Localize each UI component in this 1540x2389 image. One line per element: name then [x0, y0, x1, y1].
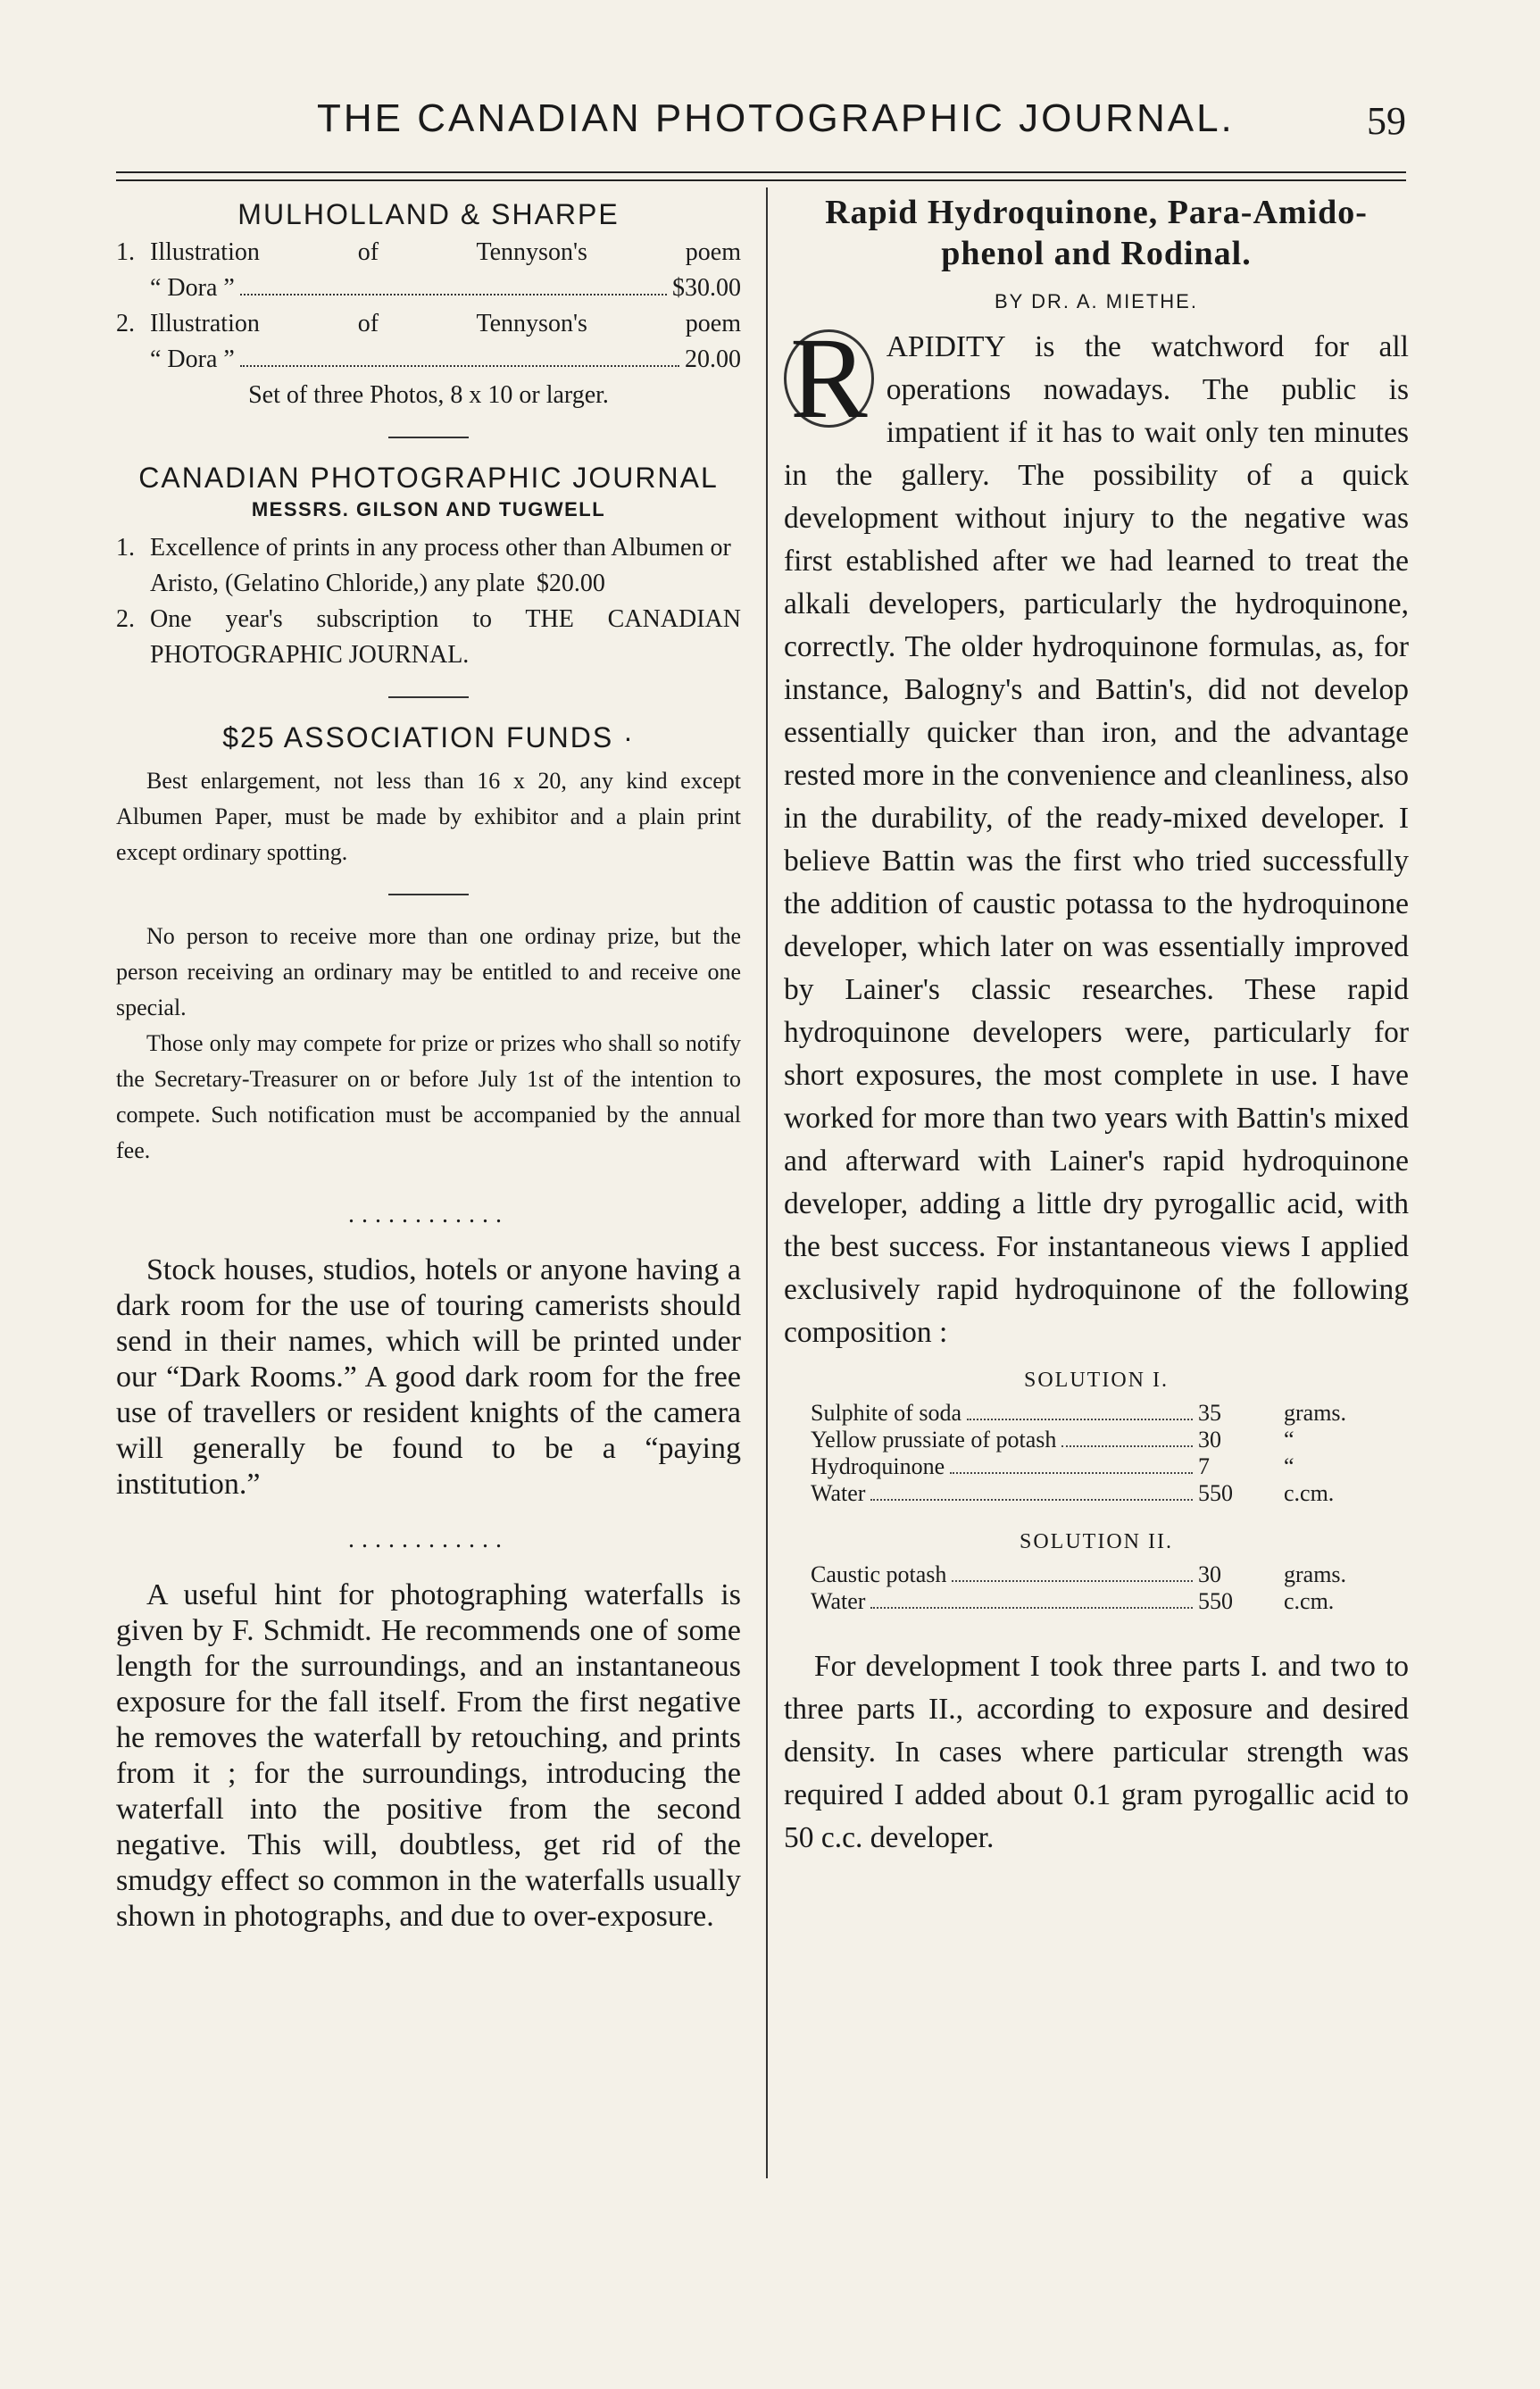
ingredient-row: [811, 1588, 1382, 1615]
section-rule: [388, 894, 469, 895]
solution-2-list: [811, 1561, 1382, 1615]
prize-number: 1.: [116, 238, 135, 266]
ingredient-unit: grams.: [1284, 1561, 1347, 1587]
prize-amount: $20.00: [536, 570, 605, 597]
journal-prize-list: [116, 530, 741, 673]
column-divider: [766, 187, 768, 2178]
article-paragraph-1: APIDITY is the watchword for all operations nowadays. The public is impatient if it has to wait only ten minutes in the gallery. The possibility of a quick development without injury to the negative was first established after we had learned to treat the alkali developers, particularly the hydroquinone, correctly. The older hydroquinone formulas, as, for instance, Balogny's and Battin's, did not develop essentially quicker than iron, and the advantage rested more in the convenience and cleanliness, also in the durability, of the ready-mixed developer. I believe Battin was the first who tried successfully the addition of caustic potassa to the hydroquinone developer, which later on was essentially improved by Lainer's classic researches. These rapid hydroquinone developers were, particularly for short exposures, the most complete in use. I have worked for more than two years with Battin's mixed and afterward with Lainer's rapid hydroquinone developer, adding a little dry pyrogallic acid, with the best success. For instantaneous views I applied exclusively rapid hydroquinone of the following composition :: [784, 330, 1409, 1349]
article-byline: BY DR. A. MIETHE.: [995, 290, 1198, 312]
ingredient-unit: c.cm.: [1284, 1480, 1335, 1506]
article-title-line-1: Rapid Hydroquinone, Para-Amido-: [825, 194, 1368, 231]
prize-amount: $30.00: [672, 274, 741, 302]
association-prize-text: Best enlargement, not less than 16 x 20, any kind except Albumen Paper, must be made by exhibitor and a plain print except ordinary spotting.: [116, 768, 741, 865]
article-title-line-2: phenol and Rodinal.: [941, 235, 1252, 272]
right-column: [784, 192, 1409, 1860]
mulholland-note: Set of three Photos, 8 x 10 or larger.: [248, 381, 609, 409]
dot-leader: [950, 1472, 1193, 1474]
ingredient-quantity: 35: [1198, 1400, 1221, 1426]
journal-title: THE CANADIAN PHOTOGRAPHIC JOURNAL.: [317, 96, 1235, 140]
dot-leader: [870, 1499, 1193, 1501]
prize-item: [116, 235, 741, 306]
dot-separator: ............: [348, 1526, 509, 1553]
prize-description: Excellence of prints in any process other than Albumen or Aristo, (Gelatino Chloride,) any plate: [150, 534, 731, 597]
prize-subject: “ Dora ”: [150, 345, 235, 373]
ingredient-row: [811, 1427, 1382, 1453]
prize-number: 2.: [116, 605, 135, 633]
ingredient-name: Caustic potash: [811, 1561, 947, 1587]
mulholland-prize-list: [116, 235, 741, 378]
ingredient-row: [811, 1561, 1382, 1588]
ingredient-name: Water: [811, 1588, 866, 1614]
article-title: [784, 192, 1409, 274]
prize-amount-row: [150, 271, 741, 306]
left-column: [116, 198, 741, 1935]
ingredient-quantity: 30: [1198, 1427, 1221, 1453]
waterfalls-paragraph: A useful hint for photographing waterfalls is given by F. Schmidt. He recommends one of some length for the surroundings, and an instantaneous exposure for the fall itself. From the first negative he removes the waterfall by retouching, and prints from it ; for the surroundings, introducing the waterfall into the positive from the second negative. This will, doubtless, get rid of the smudgy effect so common in the waterfalls usually shown in photographs, and due to over-exposure.: [116, 1578, 741, 1933]
drop-cap-letter: R: [784, 329, 874, 428]
journal-prize-donors: MESSRS. GILSON AND TUGWELL: [251, 498, 606, 520]
dot-leader: [1061, 1445, 1193, 1447]
dot-leader: [240, 365, 679, 367]
ingredient-quantity: 30: [1198, 1561, 1221, 1587]
solution-2-heading: SOLUTION II.: [1020, 1530, 1173, 1553]
ingredient-row: [811, 1400, 1382, 1427]
dot-leader: [870, 1607, 1193, 1609]
prize-amount-row: [150, 342, 741, 378]
ingredient-unit: c.cm.: [1284, 1588, 1335, 1614]
article-body: [784, 314, 1409, 1354]
section-rule: [388, 437, 469, 438]
ingredient-quantity: 550: [1198, 1480, 1233, 1506]
page-number: 59: [1367, 99, 1406, 143]
section-rule: [388, 696, 469, 698]
prize-amount: 20.00: [685, 345, 741, 373]
journal-prize-heading: CANADIAN PHOTOGRAPHIC JOURNAL: [138, 462, 719, 494]
running-header: [116, 96, 1406, 150]
ingredient-quantity: 550: [1198, 1588, 1233, 1614]
header-rule: [116, 171, 1406, 181]
solution-1-list: [811, 1400, 1382, 1507]
prize-number: 1.: [116, 534, 135, 562]
prize-subject: “ Dora ”: [150, 274, 235, 302]
ingredient-row: [811, 1480, 1382, 1507]
dot-leader: [952, 1580, 1193, 1582]
prize-item: [116, 530, 741, 602]
ingredient-row: [811, 1453, 1382, 1480]
article-paragraph-2: For development I took three parts I. and two to three parts II., according to exposure and desired density. In cases where particular strength was required I added about 0.1 gram pyrogallic acid to 50 c.c. developer.: [784, 1650, 1409, 1854]
stock-houses-paragraph: Stock houses, studios, hotels or anyone having a dark room for the use of touring camerists should send in their names, which will be printed under our “Dark Rooms.” A good dark room for the free use of travellers or resident knights of the camera will generally be found to be a “paying institution.”: [116, 1253, 741, 1501]
mulholland-heading: MULHOLLAND & SHARPE: [237, 198, 620, 230]
ingredient-name: Water: [811, 1480, 866, 1506]
dot-separator: ............: [348, 1201, 509, 1228]
rules-paragraph-2: Those only may compete for prize or prizes who shall so notify the Secretary-Treasurer on or before July 1st of the intention to compete. Such notification must be accompanied by the annual fee.: [116, 1030, 741, 1163]
ingredient-unit: “: [1284, 1427, 1294, 1453]
ingredient-name: Sulphite of soda: [811, 1400, 961, 1426]
prize-item: [116, 602, 741, 673]
prize-description: Illustration of Tennyson's poem: [150, 238, 741, 266]
association-heading: $25 ASSOCIATION FUNDS ·: [222, 721, 635, 753]
ingredient-quantity: 7: [1198, 1453, 1210, 1479]
ingredient-name: Yellow prussiate of potash: [811, 1427, 1057, 1453]
ingredient-unit: “: [1284, 1453, 1294, 1479]
solution-1-heading: SOLUTION I.: [1024, 1369, 1169, 1392]
prize-number: 2.: [116, 310, 135, 337]
ingredient-name: Hydroquinone: [811, 1453, 945, 1479]
rules-paragraph-1: No person to receive more than one ordinay prize, but the person receiving an ordinary may be entitled to and receive one special.: [116, 923, 741, 1020]
dot-leader: [967, 1419, 1193, 1420]
dot-leader: [240, 294, 667, 296]
prize-description: Illustration of Tennyson's poem: [150, 310, 741, 337]
ingredient-unit: grams.: [1284, 1400, 1347, 1426]
prize-description: One year's subscription to THE CANADIAN PHOTOGRAPHIC JOURNAL.: [150, 605, 741, 669]
prize-item: [116, 306, 741, 378]
